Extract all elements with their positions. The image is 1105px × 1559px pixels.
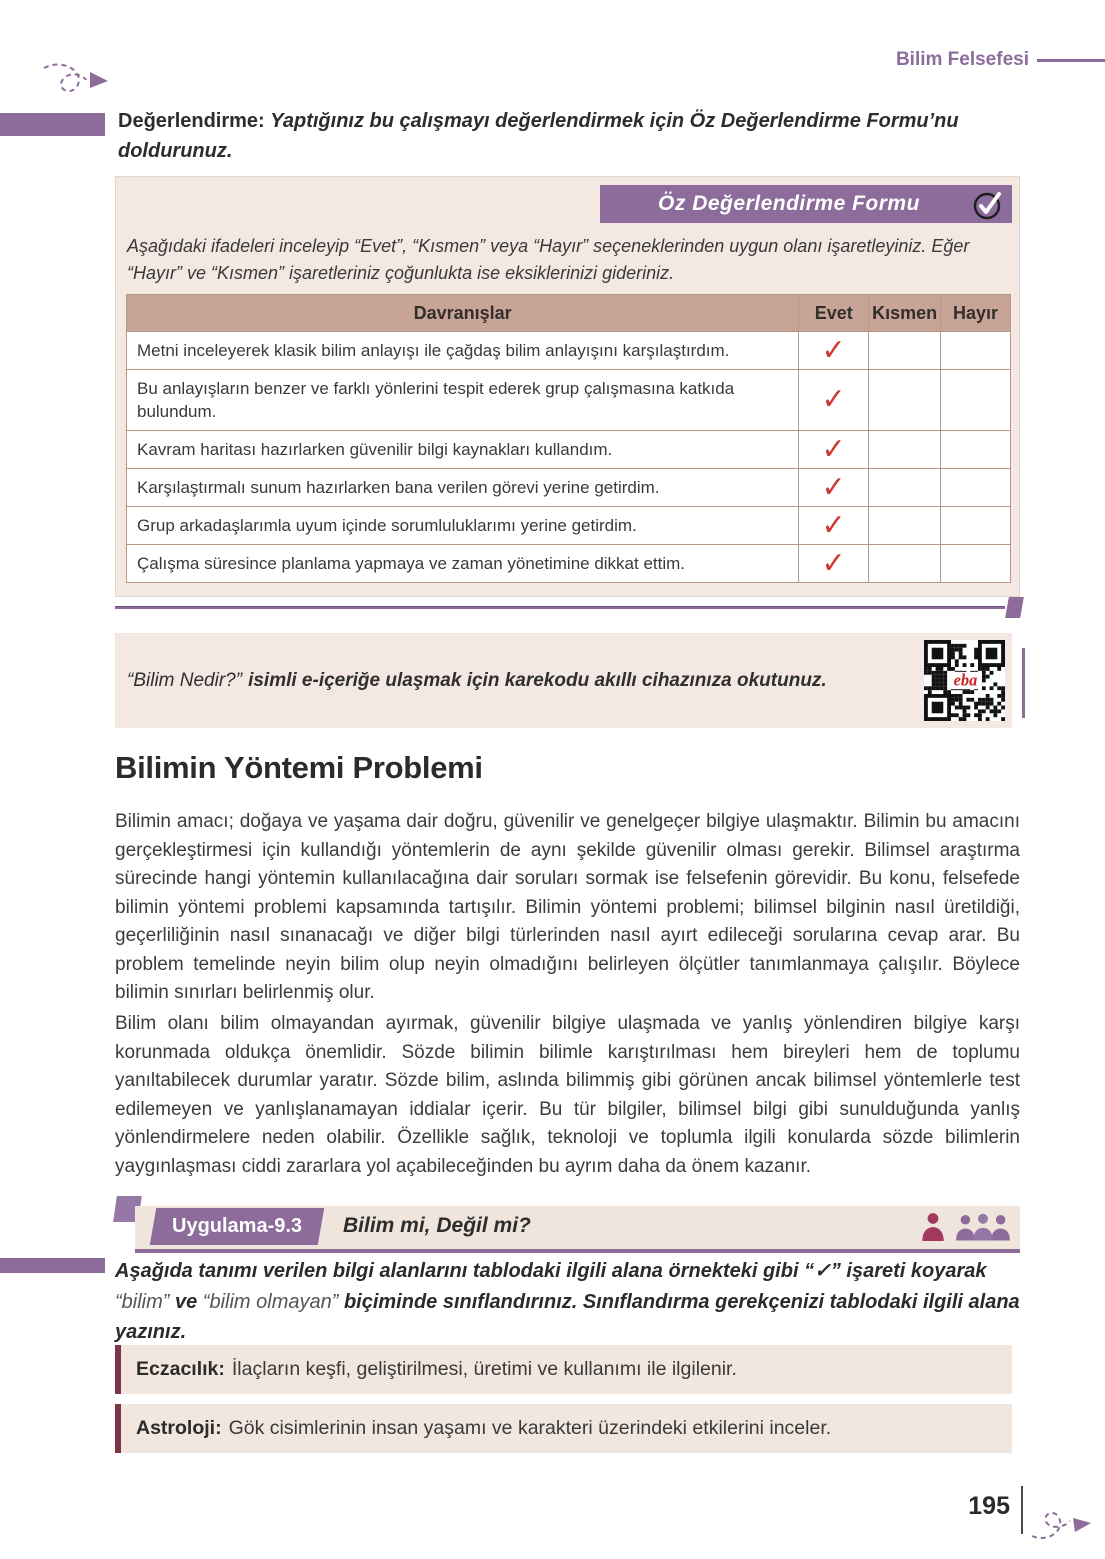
- kismen-check-cell[interactable]: [869, 545, 941, 583]
- activity-banner: [135, 1206, 1020, 1253]
- footer-rule: [1021, 1486, 1023, 1534]
- dashed-loop-arrow-icon: [1030, 1492, 1096, 1547]
- col-behaviors: Davranışlar: [127, 295, 799, 332]
- col-kismen: Kısmen: [869, 295, 941, 332]
- evaluation-note: [118, 106, 1020, 166]
- hayir-check-cell[interactable]: [941, 431, 1011, 469]
- e-content-panel: [115, 633, 1012, 728]
- table-body: [127, 332, 1011, 583]
- instr-mid: ve: [169, 1290, 203, 1313]
- kismen-check-cell[interactable]: [869, 332, 941, 370]
- table-row: [127, 545, 1011, 583]
- kismen-check-cell[interactable]: [869, 469, 941, 507]
- hayir-check-cell[interactable]: [941, 469, 1011, 507]
- svg-text:eba: eba: [953, 670, 978, 690]
- section-heading: Bilimin Yöntemi Problemi: [115, 750, 483, 785]
- kismen-check-cell[interactable]: [869, 431, 941, 469]
- table-row: [127, 469, 1011, 507]
- instr-part1: Aşağıda tanımı verilen bilgi alanlarını tablodaki ilgili alana örnekteki gibi “✓” işareti koyarak: [115, 1260, 987, 1282]
- definition-term: Eczacılık:: [136, 1358, 225, 1380]
- qr-code: [924, 640, 1005, 721]
- definition-box-astroloji: [115, 1404, 1012, 1453]
- table-row: [127, 370, 1011, 431]
- dashed-loop-arrow-icon: [42, 58, 114, 117]
- margin-accent-bar: [0, 1258, 105, 1273]
- red-check-icon: ✓: [821, 431, 846, 467]
- evaluation-label: Değerlendirme:: [118, 110, 265, 132]
- hayir-check-cell[interactable]: [941, 507, 1011, 545]
- hayir-check-cell[interactable]: [941, 332, 1011, 370]
- table-row: [127, 507, 1011, 545]
- hayir-check-cell[interactable]: [941, 545, 1011, 583]
- evet-check-cell[interactable]: [799, 469, 869, 507]
- activity-badge-label: Uygulama-9.3: [171, 1215, 303, 1237]
- check-circle-icon: [972, 189, 1004, 221]
- section-divider: [115, 606, 1005, 609]
- red-check-icon: ✓: [821, 382, 846, 417]
- body-paragraph: Bilim olanı bilim olmayandan ayırmak, güvenilir bilgiye ulaşmada ve yanlış yönlendiren bilgiye karşı korunmada oldukça önemlidir. Sözde bilimin bilimle karıştırılması hem bireyleri hem de toplumu yanıltabilecek durumlar yaratır. Sözde bilim, aslında bilimmiş gibi görünen ancak bilimsel yöntemlerle test edilemeyen ve yanlışlanamayan iddialar içerir. Bu tür bilgiler, bilimsel bilgi gibi sunulduğunda yanlış yönlendirmelere neden olabilir. Özellikle sağlık, teknoloji ve toplumla ilgili konularda sözde bilimlerin yaygınlaşması ciddi zararlara yol açabileceğinden bu ayrım daha da önem kazanır.: [115, 1013, 1020, 1177]
- behavior-cell: Kavram haritası hazırlarken güvenilir bilgi kaynakları kullandım.: [127, 431, 799, 469]
- table-header-row: [127, 295, 1011, 332]
- instr-term-bilim: “bilim”: [115, 1290, 170, 1313]
- activity-title: Bilim mi, Değil mi?: [343, 1214, 531, 1237]
- self-eval-table: [126, 294, 1011, 583]
- hayir-check-cell[interactable]: [941, 370, 1011, 431]
- col-evet: Evet: [799, 295, 869, 332]
- body-paragraph: Bilimin amacı; doğaya ve yaşama dair doğru, güvenilir ve genelgeçer bilgiye ulaşmaktır. Bilimin bu amacını gerçekleştirmesi için kullandığı yöntemlerin de aynı şekilde güvenilir olması gerekir. Bilimsel araştırma sürecinde hangi yöntemin kullanılacağına dair soruları sormak ise felsefenin görevidir. Bu konu, felsefede bilimin yöntemi problemi kapsamında tartışılır. Bilimin yöntemi problemi; bilimsel bilginin nasıl üretildiği, geçerliliğinin nasıl sınanacağı ve diğer bilgi türlerinden nasıl ayırt edileceği sorularına cevap arar. Bu problem temelinde neyin bilim olup neyin olmadığını belirleyen ölçütler tanımlanmaya çalışılır. Böylece bilimin sınırları belirlenmiş olur.: [115, 811, 1020, 1003]
- definition-text: İlaçların keşfi, geliştirilmesi, üretimi ve kullanımı ile ilgilenir.: [231, 1358, 737, 1380]
- self-evaluation-form: [115, 176, 1020, 597]
- behavior-cell: Bu anlayışların benzer ve farklı yönlerini tespit ederek grup çalışmasına katkıda bulundum.: [127, 370, 799, 431]
- red-check-icon: ✓: [821, 545, 846, 581]
- evet-check-cell[interactable]: [799, 370, 869, 431]
- chapter-header: Bilim Felsefesi: [895, 49, 1029, 70]
- definition-text: Gök cisimlerinin insan yaşamı ve karakteri üzerindeki etkilerini inceler.: [228, 1417, 832, 1439]
- e-content-title: “Bilim Nedir?”: [127, 669, 243, 691]
- activity-badge: [150, 1208, 325, 1245]
- group-people-icon: [954, 1211, 1012, 1241]
- activity-header: [113, 1196, 1020, 1253]
- behavior-cell: Metni inceleyerek klasik bilim anlayışı ile çağdaş bilim anlayışını karşılaştırdım.: [127, 332, 799, 370]
- single-person-icon: [920, 1211, 946, 1241]
- e-content-text: [127, 633, 907, 728]
- table-row: [127, 431, 1011, 469]
- behavior-cell: Karşılaştırmalı sunum hazırlarken bana verilen görevi yerine getirdim.: [127, 469, 799, 507]
- qr-accent-line: [1022, 648, 1025, 718]
- red-check-icon: ✓: [821, 507, 846, 543]
- activity-instructions: [115, 1256, 1020, 1348]
- evet-check-cell[interactable]: [799, 431, 869, 469]
- kismen-check-cell[interactable]: [869, 370, 941, 431]
- divider-end-cap: [1005, 597, 1024, 618]
- e-content-instruction: isimli e-içeriğe ulaşmak için karekodu akıllı cihazınıza okutunuz.: [248, 669, 827, 691]
- red-check-icon: ✓: [821, 469, 846, 505]
- evet-check-cell[interactable]: [799, 507, 869, 545]
- table-row: [127, 332, 1011, 370]
- instr-part2: biçiminde sınıflandırınız. Sınıflandırma gerekçenizi tablodaki ilgili alana yazınız.: [115, 1290, 1020, 1343]
- evaluation-text: Yaptığınız bu çalışmayı değerlendirmek için Öz Değerlendirme Formu’nu doldurunuz.: [118, 110, 959, 162]
- behavior-cell: Grup arkadaşlarımla uyum içinde sorumluluklarımı yerine getirdim.: [127, 507, 799, 545]
- form-instructions: Aşağıdaki ifadeleri inceleyip “Evet”, “Kısmen” veya “Hayır” seçeneklerinden uygun olanı işaretleyiniz. Eğer “Hayır” ve “Kısmen” işaretleriniz çoğunlukta ise eksiklerinizi gideriniz.: [127, 236, 970, 283]
- page-number: 195: [968, 1492, 1010, 1520]
- header-rule: [1037, 59, 1105, 62]
- definition-box-eczacilik: [115, 1345, 1012, 1394]
- form-title-banner: [600, 185, 1012, 223]
- col-hayir: Hayır: [941, 295, 1011, 332]
- red-check-icon: ✓: [821, 332, 846, 368]
- individual-and-group-work-icons: [920, 1211, 1012, 1241]
- kismen-check-cell[interactable]: [869, 507, 941, 545]
- behavior-cell: Çalışma süresince planlama yapmaya ve zaman yönetimine dikkat ettim.: [127, 545, 799, 583]
- evet-check-cell[interactable]: [799, 332, 869, 370]
- instr-term-bilim-olmayan: “bilim olmayan”: [202, 1290, 339, 1313]
- margin-accent-bar: [0, 113, 105, 136]
- form-title: Öz Değerlendirme Formu: [658, 192, 920, 215]
- evet-check-cell[interactable]: [799, 545, 869, 583]
- definition-term: Astroloji:: [136, 1417, 222, 1439]
